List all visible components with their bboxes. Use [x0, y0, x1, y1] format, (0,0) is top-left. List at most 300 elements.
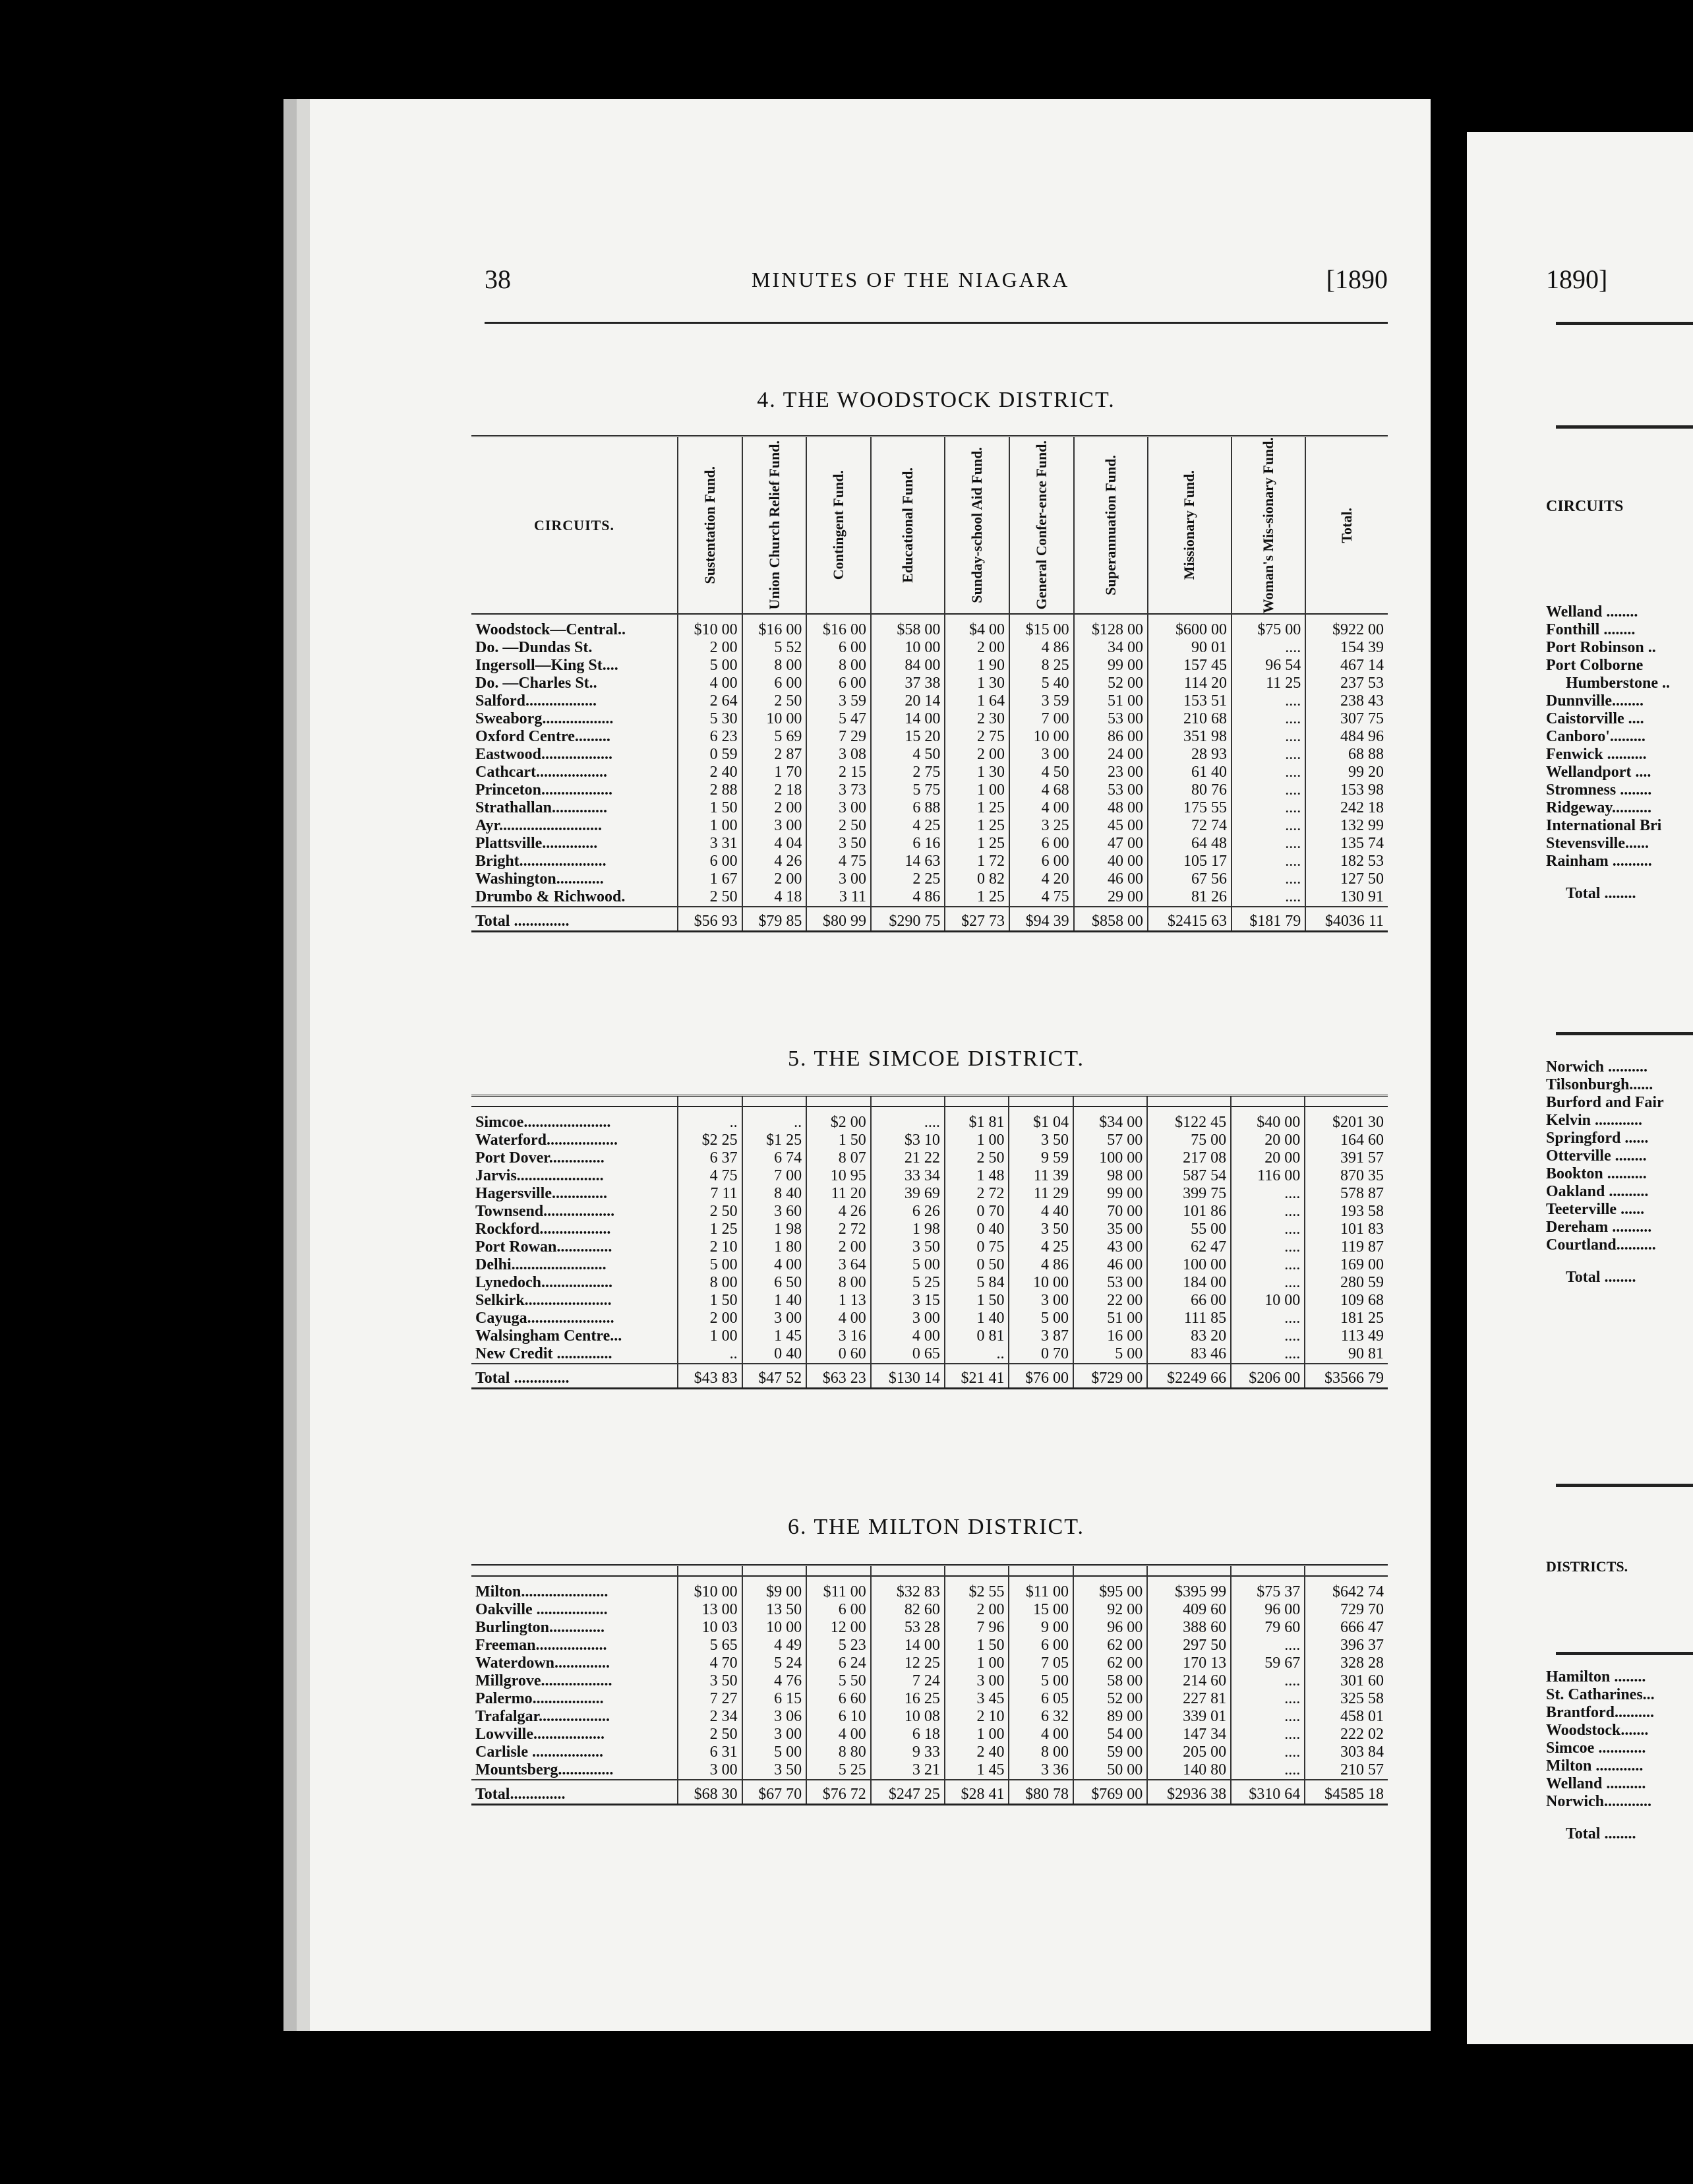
fund-value: 6 60: [806, 1690, 871, 1708]
total-value: $43 83: [678, 1364, 742, 1389]
fund-value: 2 25: [871, 870, 945, 888]
fund-value: 90 01: [1148, 639, 1232, 657]
fund-value: 5 00: [678, 1256, 742, 1274]
right-circuit-name: Oakland ..........: [1546, 1183, 1649, 1200]
fund-value: 5 00: [678, 657, 742, 675]
fund-value: 301 60: [1305, 1672, 1388, 1690]
fund-value: 4 50: [871, 746, 945, 764]
spacer-row: [471, 1107, 1388, 1114]
rule-cell: [1305, 1565, 1388, 1577]
spacer-cell: [945, 614, 1009, 621]
fund-value: 1 00: [678, 817, 742, 835]
rule-cell: [806, 1096, 871, 1107]
spacer-cell: [471, 1107, 678, 1114]
fund-value: $75 00: [1232, 621, 1305, 639]
fund-value: 7 11: [678, 1185, 742, 1203]
fund-value: 1 48: [945, 1167, 1009, 1185]
total-value: $2249 66: [1147, 1364, 1231, 1389]
fund-value: 15 00: [1009, 1601, 1073, 1619]
circuit-name: Carlisle ..................: [475, 1744, 603, 1761]
table-row: [471, 1619, 1388, 1637]
right-districts-head: DISTRICTS.: [1546, 1558, 1628, 1575]
milton-title: 6. THE MILTON DISTRICT.: [788, 1515, 1084, 1539]
fund-value: 1 80: [742, 1238, 807, 1256]
fund-value: 2 00: [945, 639, 1009, 657]
total-value: $3566 79: [1305, 1364, 1388, 1389]
fund-value: 58 00: [1073, 1672, 1147, 1690]
fund-value: 8 80: [806, 1744, 871, 1761]
fund-value: 6 74: [742, 1149, 807, 1167]
spacer-cell: [871, 614, 945, 621]
right-circuit-name: Norwich............: [1546, 1793, 1651, 1810]
fund-value: $2 00: [806, 1114, 871, 1132]
rule-cell: [945, 1565, 1009, 1577]
right-circuit-name: Stromness ........: [1546, 781, 1652, 799]
fund-value: 135 74: [1305, 835, 1388, 853]
fund-value: 5 65: [678, 1637, 742, 1654]
fund-column-header: [871, 437, 945, 615]
table-row: [471, 1761, 1388, 1780]
fund-value: 51 00: [1074, 692, 1148, 710]
simcoe-title: 5. THE SIMCOE DISTRICT.: [788, 1046, 1084, 1071]
circuit-name: Oakville ..................: [475, 1601, 608, 1618]
rule-cell: [742, 1096, 807, 1107]
total-value: $68 30: [678, 1780, 742, 1805]
fund-value: 67 56: [1148, 870, 1232, 888]
fund-value: 16 00: [1073, 1327, 1147, 1345]
fund-value: 2 72: [945, 1185, 1009, 1203]
column-header-label: CIRCUITS.: [533, 517, 615, 534]
fund-value: 28 93: [1148, 746, 1232, 764]
fund-value: 113 49: [1305, 1327, 1388, 1345]
total-value: $47 52: [742, 1364, 807, 1389]
fund-value: 396 37: [1305, 1637, 1388, 1654]
fund-value: ....: [1231, 1708, 1305, 1726]
spacer-cell: [1009, 614, 1074, 621]
fund-value: 2 34: [678, 1708, 742, 1726]
right-rule-2: [1556, 1032, 1693, 1035]
fund-value: 6 00: [742, 675, 807, 692]
circuit-name: Cathcart..................: [475, 764, 607, 781]
fund-value: 43 00: [1073, 1238, 1147, 1256]
fund-value: 6 00: [1009, 835, 1074, 853]
fund-value: 6 00: [1009, 1637, 1073, 1654]
spacer-row: [471, 1576, 1388, 1583]
fund-column-header: [1009, 437, 1074, 615]
table-row: [471, 1601, 1388, 1619]
fund-value: 14 63: [871, 853, 945, 870]
fund-value: 4 26: [806, 1203, 871, 1221]
right-circuit-name: Tilsonburgh......: [1546, 1076, 1653, 1093]
total-value: $80 99: [806, 907, 871, 932]
fund-value: 214 60: [1147, 1672, 1231, 1690]
fund-value: 5 00: [1073, 1345, 1147, 1364]
fund-value: 99 20: [1305, 764, 1388, 781]
spacer-cell: [742, 614, 807, 621]
fund-value: 4 86: [871, 888, 945, 907]
total-value: $79 85: [742, 907, 807, 932]
fund-value: ....: [1232, 835, 1305, 853]
fund-value: 16 25: [871, 1690, 945, 1708]
fund-column-header: [945, 437, 1009, 615]
rule-cell: [1009, 1096, 1073, 1107]
woodstock-table: [471, 435, 1388, 932]
total-value: $4036 11: [1305, 907, 1388, 932]
fund-value: 62 00: [1073, 1654, 1147, 1672]
fund-value: 409 60: [1147, 1601, 1231, 1619]
fund-value: 238 43: [1305, 692, 1388, 710]
circuit-name: Rockford..................: [475, 1221, 611, 1238]
fund-value: 4 70: [678, 1654, 742, 1672]
table-row: [471, 1238, 1388, 1256]
fund-value: 870 35: [1305, 1167, 1388, 1185]
fund-value: 169 00: [1305, 1256, 1388, 1274]
fund-value: ....: [1232, 888, 1305, 907]
total-row: [471, 1780, 1388, 1805]
fund-value: 147 34: [1147, 1726, 1231, 1744]
right-circuit-name: Canboro'.........: [1546, 728, 1646, 745]
right-circuit-name: Dereham ..........: [1546, 1219, 1652, 1236]
table-row: [471, 799, 1388, 817]
circuit-name: Walsingham Centre...: [475, 1327, 622, 1345]
column-header-label: Total.: [1338, 507, 1355, 543]
page-number: 38: [485, 264, 511, 294]
table-row: [471, 835, 1388, 853]
right-block-3: [1546, 1668, 1693, 1843]
right-circuit-name: Port Robinson ..: [1546, 639, 1656, 656]
right-circuit-name: Teeterville ......: [1546, 1201, 1645, 1218]
spacer-cell: [1009, 1576, 1073, 1583]
column-header-label: Superannuation Fund.: [1102, 455, 1119, 595]
fund-value: 13 00: [678, 1601, 742, 1619]
fund-value: 90 81: [1305, 1345, 1388, 1364]
circuit-name: Lynedoch..................: [475, 1274, 613, 1291]
fund-value: $16 00: [806, 621, 871, 639]
fund-value: 4 00: [871, 1327, 945, 1345]
fund-value: 1 70: [742, 764, 807, 781]
total-label: Total ..............: [471, 907, 678, 932]
right-circuit-name: Burford and Fair: [1546, 1094, 1664, 1111]
spacer-cell: [742, 1576, 807, 1583]
fund-value: 458 01: [1305, 1708, 1388, 1726]
total-value: $21 41: [945, 1364, 1009, 1389]
right-circuit-name: Courtland..........: [1546, 1236, 1656, 1254]
table-top-rule: [471, 1565, 1388, 1577]
rule-cell: [1231, 1096, 1305, 1107]
fund-value: 8 40: [742, 1185, 807, 1203]
fund-value: 4 00: [678, 675, 742, 692]
fund-value: 0 59: [678, 746, 742, 764]
fund-value: 666 47: [1305, 1619, 1388, 1637]
fund-value: 33 34: [871, 1167, 945, 1185]
right-circuit-name: Otterville ........: [1546, 1147, 1647, 1165]
fund-value: 2 75: [871, 764, 945, 781]
fund-value: 8 00: [678, 1274, 742, 1292]
fund-value: 6 16: [871, 835, 945, 853]
fund-value: 7 00: [742, 1167, 807, 1185]
fund-value: $58 00: [871, 621, 945, 639]
circuit-name: Milton......................: [475, 1583, 609, 1600]
fund-value: 10 00: [1009, 728, 1074, 746]
right-rule-1: [1556, 425, 1693, 429]
spacer-cell: [1305, 614, 1388, 621]
fund-value: 22 00: [1073, 1292, 1147, 1310]
fund-value: 1 00: [945, 781, 1009, 799]
fund-value: ....: [1231, 1345, 1305, 1364]
fund-value: 6 00: [806, 1601, 871, 1619]
fund-value: 6 00: [678, 853, 742, 870]
fund-value: 193 58: [1305, 1203, 1388, 1221]
fund-value: 130 91: [1305, 888, 1388, 907]
fund-value: 1 45: [742, 1327, 807, 1345]
fund-value: 2 00: [806, 1238, 871, 1256]
fund-value: 237 53: [1305, 675, 1388, 692]
fund-value: $16 00: [742, 621, 807, 639]
fund-value: 6 15: [742, 1690, 807, 1708]
fund-value: 5 75: [871, 781, 945, 799]
circuit-name: Jarvis......................: [475, 1167, 604, 1184]
rule-cell: [1231, 1565, 1305, 1577]
fund-value: 2 10: [945, 1708, 1009, 1726]
fund-value: 111 85: [1147, 1310, 1231, 1327]
fund-value: 45 00: [1074, 817, 1148, 835]
fund-value: $34 00: [1073, 1114, 1147, 1132]
fund-value: 6 00: [806, 639, 871, 657]
circuits-column-header: [471, 437, 678, 615]
fund-value: 21 22: [871, 1149, 945, 1167]
total-value: $290 75: [871, 907, 945, 932]
fund-value: 399 75: [1147, 1185, 1231, 1203]
fund-value: 59 67: [1231, 1654, 1305, 1672]
fund-value: ....: [1232, 746, 1305, 764]
rule-cell: [871, 1096, 945, 1107]
fund-value: 7 00: [1009, 710, 1074, 728]
fund-value: 8 00: [1009, 1744, 1073, 1761]
right-block-2: [1546, 1058, 1693, 1287]
fund-value: 1 40: [945, 1310, 1009, 1327]
column-header-label: Union Church Relief Fund.: [765, 440, 783, 610]
page-title: MINUTES OF THE NIAGARA: [752, 268, 1070, 291]
fund-value: 1 00: [678, 1327, 742, 1345]
spacer-cell: [1305, 1576, 1388, 1583]
fund-value: ....: [1231, 1761, 1305, 1780]
fund-value: ....: [1231, 1672, 1305, 1690]
fund-value: 68 88: [1305, 746, 1388, 764]
spacer-cell: [678, 614, 742, 621]
fund-value: $2 55: [945, 1583, 1009, 1601]
fund-value: 2 00: [742, 870, 807, 888]
fund-value: 578 87: [1305, 1185, 1388, 1203]
fund-value: 2 50: [945, 1149, 1009, 1167]
fund-value: 6 88: [871, 799, 945, 817]
fund-value: $201 30: [1305, 1114, 1388, 1132]
fund-value: ....: [1232, 710, 1305, 728]
fund-value: 3 11: [806, 888, 871, 907]
fund-value: 1 98: [871, 1221, 945, 1238]
fund-value: 6 23: [678, 728, 742, 746]
fund-value: ....: [1232, 639, 1305, 657]
spacer-cell: [742, 1107, 807, 1114]
circuit-name: Princeton..................: [475, 781, 612, 799]
total-value: $63 23: [806, 1364, 871, 1389]
fund-value: 83 46: [1147, 1345, 1231, 1364]
fund-value: 1 50: [678, 799, 742, 817]
fund-value: 98 00: [1073, 1167, 1147, 1185]
circuit-name: Port Dover..............: [475, 1149, 605, 1167]
fund-value: 2 00: [678, 1310, 742, 1327]
rule-cell: [678, 1565, 742, 1577]
fund-value: 164 60: [1305, 1132, 1388, 1149]
fund-value: 242 18: [1305, 799, 1388, 817]
fund-value: 3 36: [1009, 1761, 1073, 1780]
fund-value: 3 59: [806, 692, 871, 710]
fund-value: 3 50: [1009, 1132, 1073, 1149]
right-rule-4: [1556, 1652, 1693, 1655]
fund-value: $10 00: [678, 621, 742, 639]
fund-value: 3 00: [742, 1726, 807, 1744]
rule-cell: [1009, 1565, 1073, 1577]
fund-value: 29 00: [1074, 888, 1148, 907]
fund-value: 3 50: [806, 835, 871, 853]
fund-value: 5 23: [806, 1637, 871, 1654]
rule-cell: [1073, 1565, 1147, 1577]
fund-value: ..: [678, 1114, 742, 1132]
table-row: [471, 1185, 1388, 1203]
fund-value: 0 50: [945, 1256, 1009, 1274]
fund-value: 3 16: [806, 1327, 871, 1345]
fund-value: 5 00: [871, 1256, 945, 1274]
fund-value: 1 50: [806, 1132, 871, 1149]
circuit-name: Washington............: [475, 870, 604, 888]
table-row: [471, 1310, 1388, 1327]
fund-value: 467 14: [1305, 657, 1388, 675]
total-row: [471, 907, 1388, 932]
fund-value: ....: [1231, 1726, 1305, 1744]
right-circuit-name: Port Colborne: [1546, 657, 1644, 674]
fund-value: ....: [1231, 1744, 1305, 1761]
fund-value: 6 32: [1009, 1708, 1073, 1726]
fund-value: 170 13: [1147, 1654, 1231, 1672]
fund-value: 40 00: [1074, 853, 1148, 870]
fund-value: 5 69: [742, 728, 807, 746]
fund-value: 86 00: [1074, 728, 1148, 746]
spacer-row: [471, 614, 1388, 621]
right-header-rule: [1556, 322, 1693, 325]
table-row: [471, 817, 1388, 835]
fund-value: 7 05: [1009, 1654, 1073, 1672]
fund-column-header: [1074, 437, 1148, 615]
fund-value: 6 50: [742, 1274, 807, 1292]
fund-value: 0 60: [806, 1345, 871, 1364]
fund-value: 6 00: [806, 675, 871, 692]
fund-value: 4 04: [742, 835, 807, 853]
fund-value: 20 00: [1231, 1132, 1305, 1149]
table-row: [471, 1203, 1388, 1221]
fund-value: 175 55: [1148, 799, 1232, 817]
circuit-name: Palermo..................: [475, 1690, 604, 1707]
fund-value: 61 40: [1148, 764, 1232, 781]
fund-value: 5 84: [945, 1274, 1009, 1292]
fund-value: $4 00: [945, 621, 1009, 639]
total-value: $56 93: [678, 907, 742, 932]
spacer-cell: [806, 1107, 871, 1114]
fund-value: 1 50: [945, 1637, 1009, 1654]
circuit-name: Plattsville..............: [475, 835, 598, 853]
table-row: [471, 1637, 1388, 1654]
total-value: $181 79: [1232, 907, 1305, 932]
fund-value: 3 21: [871, 1761, 945, 1780]
fund-value: 23 00: [1074, 764, 1148, 781]
fund-value: 10 00: [871, 639, 945, 657]
fund-value: 6 24: [806, 1654, 871, 1672]
fund-value: 8 00: [806, 657, 871, 675]
spacer-cell: [678, 1107, 742, 1114]
table-row: [471, 1132, 1388, 1149]
fund-value: 5 40: [1009, 675, 1074, 692]
fund-value: 140 80: [1147, 1761, 1231, 1780]
fund-value: 2 64: [678, 692, 742, 710]
fund-value: 2 50: [742, 692, 807, 710]
table-row: [471, 1744, 1388, 1761]
fund-value: 119 87: [1305, 1238, 1388, 1256]
circuit-name: Oxford Centre.........: [475, 728, 610, 746]
fund-value: 0 70: [945, 1203, 1009, 1221]
fund-value: 1 40: [742, 1292, 807, 1310]
fund-value: 3 00: [742, 817, 807, 835]
table-row: [471, 1327, 1388, 1345]
fund-value: 5 30: [678, 710, 742, 728]
column-header-label: Sunday-school Aid Fund.: [968, 447, 986, 603]
fund-value: 3 73: [806, 781, 871, 799]
fund-value: 2 30: [945, 710, 1009, 728]
table-row: [471, 853, 1388, 870]
column-header-label: General Confer-ence Fund.: [1032, 440, 1050, 610]
fund-value: 4 25: [871, 817, 945, 835]
rule-cell: [742, 1565, 807, 1577]
total-value: $206 00: [1231, 1364, 1305, 1389]
fund-value: ....: [1232, 764, 1305, 781]
fund-value: 59 00: [1073, 1744, 1147, 1761]
fund-value: 5 25: [871, 1274, 945, 1292]
fund-value: 3 45: [945, 1690, 1009, 1708]
fund-value: $15 00: [1009, 621, 1074, 639]
spacer-cell: [945, 1107, 1009, 1114]
fund-value: 5 24: [742, 1654, 807, 1672]
fund-value: 2 40: [678, 764, 742, 781]
fund-value: $128 00: [1074, 621, 1148, 639]
fund-value: ....: [1231, 1274, 1305, 1292]
fund-value: 5 25: [806, 1761, 871, 1780]
running-header: [485, 264, 1388, 303]
spacer-cell: [1232, 614, 1305, 621]
right-circuit-name: Dunnville........: [1546, 692, 1644, 710]
fund-value: 3 31: [678, 835, 742, 853]
fund-value: 132 99: [1305, 817, 1388, 835]
fund-value: $75 37: [1231, 1583, 1305, 1601]
fund-value: 3 00: [678, 1761, 742, 1780]
fund-value: 1 00: [945, 1132, 1009, 1149]
milton-table: [471, 1564, 1388, 1805]
fund-value: 99 00: [1073, 1185, 1147, 1203]
circuit-name: Mountsberg..............: [475, 1761, 614, 1778]
fund-value: 53 00: [1074, 710, 1148, 728]
fund-value: ....: [1231, 1310, 1305, 1327]
fund-value: 7 27: [678, 1690, 742, 1708]
column-header-label: Woman's Mis-sionary Fund.: [1260, 437, 1277, 614]
fund-value: 0 82: [945, 870, 1009, 888]
fund-value: 70 00: [1073, 1203, 1147, 1221]
circuit-name: Ingersoll—King St....: [475, 657, 618, 675]
